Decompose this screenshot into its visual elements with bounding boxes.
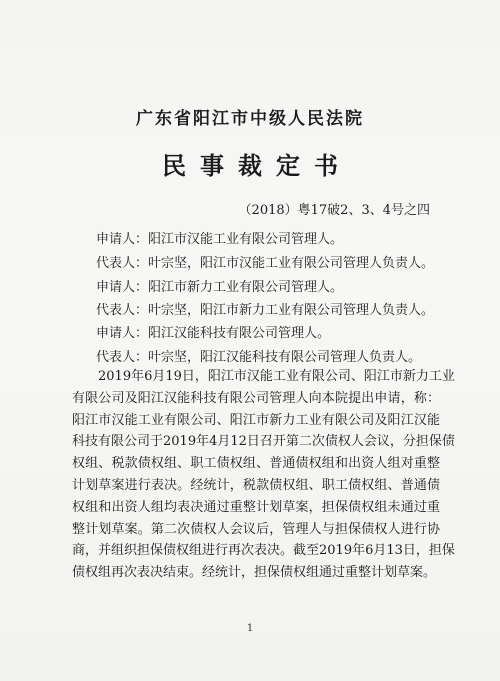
page-number: 1 xyxy=(246,623,254,634)
body-line: 权组、税款债权组、职工债权组、普通债权组和出资人组对重整 xyxy=(72,456,440,472)
party-representative-1 xyxy=(96,252,434,271)
party-label: 代表人： xyxy=(96,303,149,318)
party-representative-2 xyxy=(96,299,434,318)
body-line: 整计划草案。第二次债权人会议后，管理人与担保债权人进行协 xyxy=(72,521,440,537)
case-number: （2018）粤17破2、3、4号之四 xyxy=(238,203,430,218)
party-applicant-2 xyxy=(96,276,343,295)
party-value: 阳江市新力工业有限公司管理人。 xyxy=(148,280,344,295)
party-value: 阳江市汉能工业有限公司管理人。 xyxy=(148,232,344,247)
party-label: 代表人： xyxy=(96,350,149,365)
body-paragraph xyxy=(72,366,455,584)
body-line: 阳江市汉能工业有限公司、阳江市新力工业有限公司及阳江汉能 xyxy=(72,412,440,428)
body-line: 商，并组织担保债权组进行再次表决。截至2019年6月13日，担保 xyxy=(72,543,455,559)
body-line: 权组和出资人组均表决通过重整计划草案，担保债权组未通过重 xyxy=(72,499,440,515)
body-line: 债权组再次表决结束。经统计，担保债权组通过重整计划草案。 xyxy=(72,565,437,581)
party-applicant-1 xyxy=(96,228,343,247)
court-name: 广东省阳江市中级人民法院 xyxy=(136,109,364,129)
document-title: 民事裁定书 xyxy=(162,151,352,180)
party-value: 叶宗坚，阳江市汉能工业有限公司管理人负责人。 xyxy=(148,256,435,271)
party-applicant-3 xyxy=(96,322,330,341)
party-value: 叶宗坚，阳江汉能科技有限公司管理人负责人。 xyxy=(148,350,422,365)
party-label: 申请人： xyxy=(96,232,149,247)
party-label: 申请人： xyxy=(96,280,149,295)
body-line: 科技有限公司于2019年4月12日召开第二次债权人会议，分担保债 xyxy=(72,434,455,450)
party-value: 叶宗坚，阳江市新力工业有限公司管理人负责人。 xyxy=(148,303,435,318)
body-line: 有限公司及阳江汉能科技有限公司管理人向本院提出申请，称： xyxy=(72,390,440,406)
party-value: 阳江汉能科技有限公司管理人。 xyxy=(148,326,331,341)
party-label: 代表人： xyxy=(96,256,149,271)
body-line: 2019年6月19日，阳江市汉能工业有限公司、阳江市新力工业 xyxy=(98,369,455,384)
party-label: 申请人： xyxy=(96,326,149,341)
party-representative-3 xyxy=(96,346,421,365)
body-line: 计划草案进行表决。经统计，税款债权组、职工债权组、普通债 xyxy=(72,477,440,493)
